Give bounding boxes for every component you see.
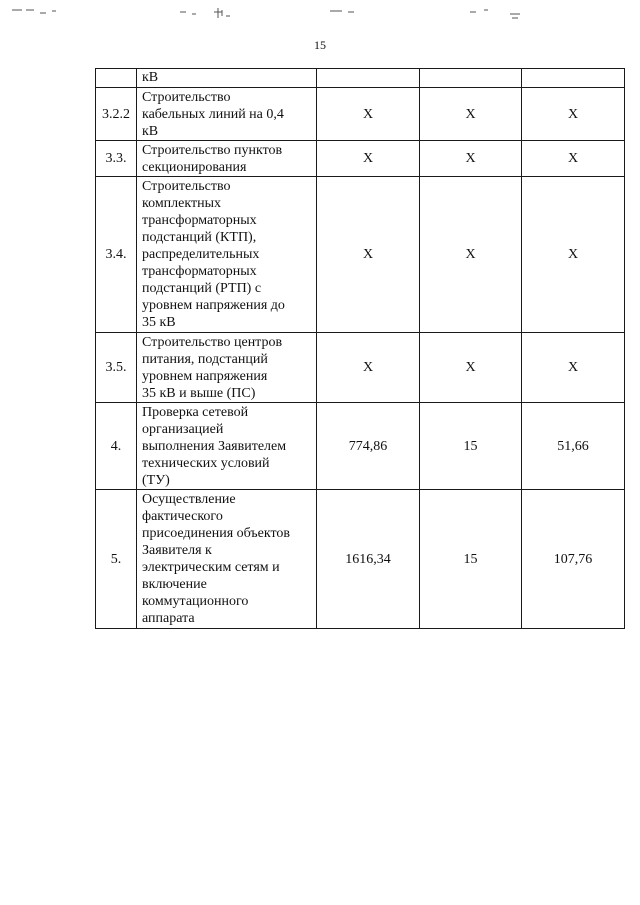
row-name-cell bbox=[137, 403, 317, 490]
value-2: X bbox=[465, 106, 476, 122]
row-number: 5. bbox=[110, 551, 122, 567]
row-name: Осуществление фактического присоединения объектов Заявителя к электрическим сетям и включение коммутационного аппарата bbox=[142, 492, 291, 626]
row-number: 4. bbox=[110, 438, 122, 454]
row-name: Строительство кабельных линий на 0,4 кВ bbox=[142, 89, 284, 139]
value-1: X bbox=[362, 247, 374, 262]
value-cell-3 bbox=[522, 177, 625, 333]
page-number: 15 bbox=[314, 38, 326, 52]
row-name-cell bbox=[137, 333, 317, 403]
row-name-cell bbox=[137, 88, 317, 141]
value-2: X bbox=[465, 360, 476, 375]
tariff-table bbox=[95, 68, 625, 629]
value-2: X bbox=[465, 151, 476, 166]
value-cell-2 bbox=[420, 88, 522, 141]
value-cell-3 bbox=[522, 141, 625, 177]
row-name: Проверка сетевой организацией выполнения Заявителем технических условий (ТУ) bbox=[142, 404, 287, 488]
table-row bbox=[96, 333, 625, 403]
table-row bbox=[96, 177, 625, 333]
value-cell-1 bbox=[317, 490, 420, 629]
value-cell-1 bbox=[317, 69, 420, 88]
row-name-cell bbox=[137, 69, 317, 88]
value-3: X bbox=[567, 247, 579, 262]
value-cell-3 bbox=[522, 333, 625, 403]
row-number-cell bbox=[96, 88, 137, 141]
value-cell-1 bbox=[317, 403, 420, 490]
value-cell-1 bbox=[317, 177, 420, 333]
row-name: Строительство пунктов секционирования bbox=[142, 142, 283, 175]
value-cell-1 bbox=[317, 333, 420, 403]
table-row bbox=[96, 69, 625, 88]
row-number-cell bbox=[96, 177, 137, 333]
row-number-cell bbox=[96, 333, 137, 403]
value-cell-2 bbox=[420, 177, 522, 333]
value-3: X bbox=[567, 360, 579, 375]
value-3: 107,76 bbox=[553, 551, 593, 567]
row-number: 3.3. bbox=[105, 151, 127, 166]
value-cell-2 bbox=[420, 69, 522, 88]
value-2: 15 bbox=[463, 438, 478, 454]
value-1: X bbox=[362, 151, 374, 166]
value-cell-3 bbox=[522, 403, 625, 490]
row-name: Строительство комплектных трансформаторных подстанций (КТП), распределительных трансформаторных подстанций (РТП) с уровнем напряжения до 35 кВ bbox=[142, 179, 285, 330]
value-cell-2 bbox=[420, 403, 522, 490]
value-cell-2 bbox=[420, 141, 522, 177]
row-number: 3.4. bbox=[105, 247, 127, 262]
value-1: 774,86 bbox=[348, 438, 388, 454]
value-cell-1 bbox=[317, 141, 420, 177]
row-name: Строительство центров питания, подстанций уровнем напряжения 35 кВ и выше (ПС) bbox=[142, 334, 283, 401]
table-row bbox=[96, 403, 625, 490]
row-name: кВ bbox=[142, 70, 159, 85]
table-row bbox=[96, 490, 625, 629]
value-cell-2 bbox=[420, 333, 522, 403]
row-number-cell bbox=[96, 141, 137, 177]
table-row bbox=[96, 88, 625, 141]
value-cell-3 bbox=[522, 88, 625, 141]
value-cell-1 bbox=[317, 88, 420, 141]
value-3: X bbox=[567, 106, 579, 122]
scan-noise-decoration bbox=[0, 4, 640, 26]
value-1: X bbox=[362, 360, 374, 375]
table-row bbox=[96, 141, 625, 177]
row-number-cell bbox=[96, 490, 137, 629]
row-number-cell bbox=[96, 69, 137, 88]
row-name-cell bbox=[137, 177, 317, 333]
value-3: 51,66 bbox=[557, 438, 589, 454]
value-1: X bbox=[362, 106, 374, 122]
row-number-cell bbox=[96, 403, 137, 490]
value-2: X bbox=[465, 247, 476, 262]
value-2: 15 bbox=[463, 551, 478, 567]
value-cell-3 bbox=[522, 69, 625, 88]
value-3: X bbox=[567, 151, 579, 166]
value-1: 1616,34 bbox=[345, 551, 391, 567]
row-number: 3.5. bbox=[105, 360, 127, 375]
row-number: 3.2.2 bbox=[102, 106, 130, 122]
value-cell-2 bbox=[420, 490, 522, 629]
value-cell-3 bbox=[522, 490, 625, 629]
row-name-cell bbox=[137, 141, 317, 177]
row-name-cell bbox=[137, 490, 317, 629]
